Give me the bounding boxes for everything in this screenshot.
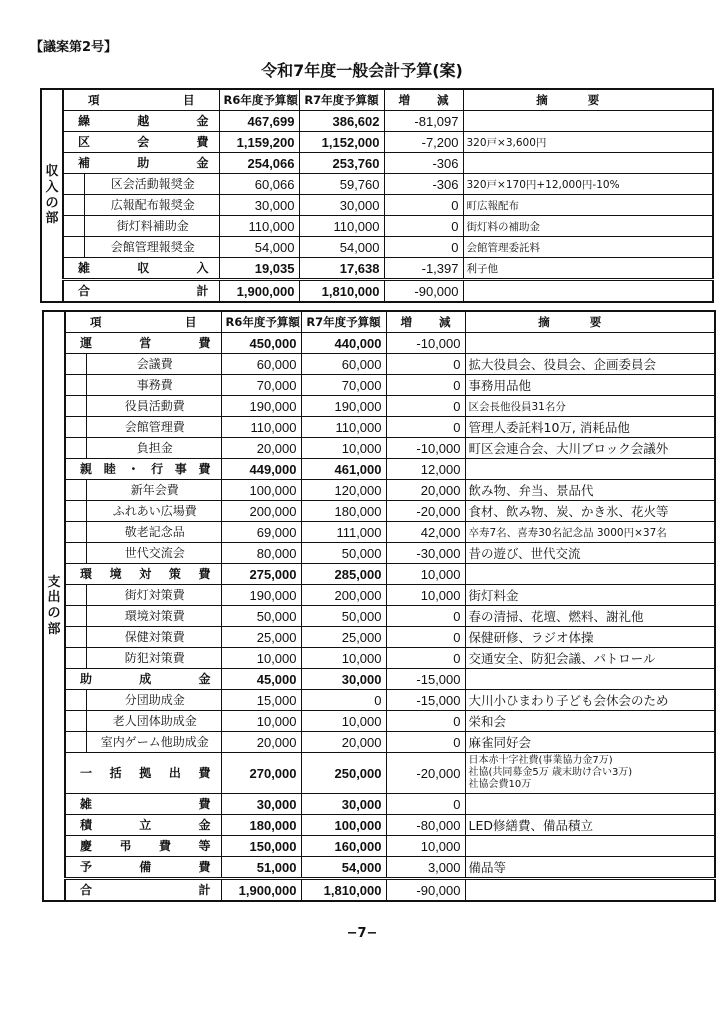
r7-amount: 180,000 [301,501,386,522]
remarks-cell [465,753,715,794]
side-label-char: の [47,606,61,621]
table-row [43,753,715,794]
remarks-cell: 街灯料金 [465,585,715,606]
item-label: 積立金 [80,818,211,832]
r6-amount: 19,035 [219,258,299,280]
item-label: 親睦・行事費 [80,462,211,476]
r6-amount: 15,000 [221,690,301,711]
column-header-diff: 増減 [384,89,463,111]
r7-amount: 1,810,000 [299,280,384,303]
r7-amount: 54,000 [299,237,384,258]
item-cell [65,375,221,396]
table-row [41,132,713,153]
item-label: 慶弔費等 [80,839,211,853]
table-row [43,836,715,857]
header-row [43,311,715,333]
income-budget-table [40,88,714,303]
item-label: 新年会費 [86,480,221,500]
item-label: 環境対策費 [86,606,221,626]
diff-amount: -306 [384,153,463,174]
remarks-cell: 町広報配布 [463,195,713,216]
total-row [43,879,715,902]
item-label: 環境対策費 [80,567,211,581]
r7-amount: 50,000 [301,543,386,564]
r7-amount: 10,000 [301,711,386,732]
r7-amount: 70,000 [301,375,386,396]
table-row [43,459,715,480]
r6-amount: 1,900,000 [221,879,301,902]
r6-amount: 450,000 [221,333,301,354]
r7-amount: 17,638 [299,258,384,280]
side-label-char: 部 [45,211,59,227]
remarks-cell [463,111,713,132]
r6-amount: 10,000 [221,648,301,669]
side-label-char: 部 [47,621,61,637]
diff-amount: -15,000 [386,669,465,690]
table-row [41,237,713,258]
remarks-cell: 320戸×170円+12,000円-10% [463,174,713,195]
r7-amount: 59,760 [299,174,384,195]
r7-amount: 20,000 [301,732,386,753]
diff-amount: 0 [386,711,465,732]
item-label: 会館管理費 [86,417,221,437]
item-label: 会議費 [86,354,221,374]
side-label-char: 支 [47,574,61,590]
r7-amount: 160,000 [301,836,386,857]
diff-amount: -7,200 [384,132,463,153]
r6-amount: 60,066 [219,174,299,195]
table-row [43,333,715,354]
remarks-cell: 町区会連合会、大川ブロック会議外 [465,438,715,459]
remarks-cell: 拡大役員会、役員会、企画委員会 [465,354,715,375]
diff-amount: 0 [384,195,463,216]
item-cell [65,396,221,417]
r7-amount: 386,602 [299,111,384,132]
diff-amount: 0 [386,627,465,648]
item-cell [65,585,221,606]
r7-amount: 461,000 [301,459,386,480]
item-label: 会館管理報奨金 [84,237,219,257]
diff-amount: 3,000 [386,857,465,879]
diff-amount: 10,000 [386,836,465,857]
item-label: 合計 [80,883,211,897]
r6-amount: 80,000 [221,543,301,564]
diff-amount: -81,097 [384,111,463,132]
diff-amount: 0 [386,794,465,815]
remarks-cell [465,879,715,902]
r7-amount: 440,000 [301,333,386,354]
diff-amount: -306 [384,174,463,195]
section-side-label [43,311,65,901]
diff-amount: 0 [384,216,463,237]
r6-amount: 45,000 [221,669,301,690]
r7-amount: 111,000 [301,522,386,543]
column-header-note: 摘要 [465,311,715,333]
remarks-cell: 麻雀同好会 [465,732,715,753]
diff-amount: -30,000 [386,543,465,564]
remarks-cell: 栄和会 [465,711,715,732]
r6-amount: 54,000 [219,237,299,258]
remarks-cell [465,794,715,815]
table-row [43,585,715,606]
r7-amount: 60,000 [301,354,386,375]
item-label: 負担金 [86,438,221,458]
table-row [43,669,715,690]
r6-amount: 70,000 [221,375,301,396]
r7-amount: 100,000 [301,815,386,836]
item-cell [65,438,221,459]
table-row [43,606,715,627]
r6-amount: 150,000 [221,836,301,857]
item-label: 予備費 [80,860,211,874]
header-row [41,89,713,111]
r6-amount: 110,000 [219,216,299,237]
table-row [43,564,715,585]
table-row [43,648,715,669]
item-cell [65,690,221,711]
column-header-item: 項目 [63,89,219,111]
r7-amount: 110,000 [301,417,386,438]
item-label: 街灯対策費 [86,585,221,605]
remarks-line: 日本赤十字社費(事業協力金7万) [468,755,613,766]
r6-amount: 69,000 [221,522,301,543]
table-row [43,417,715,438]
item-cell [65,354,221,375]
item-cell [63,216,219,237]
column-header-r6: R6年度予算額 [221,311,301,333]
diff-amount: 0 [386,417,465,438]
r7-amount: 120,000 [301,480,386,501]
column-header-note: 摘要 [463,89,713,111]
item-label: 雑費 [80,797,211,811]
table-row [41,195,713,216]
diff-amount: 0 [386,375,465,396]
r7-amount: 0 [301,690,386,711]
item-cell [65,333,221,354]
remarks-line: 社協(共同募金5万 歳末助け合い3万) [468,767,633,778]
column-header-diff: 増減 [386,311,465,333]
item-label: 助成金 [80,672,211,686]
column-header-r7: R7年度予算額 [299,89,384,111]
expense-budget-table [42,310,716,902]
remarks-cell: 食材、飲み物、炭、かき氷、花火等 [465,501,715,522]
r6-amount: 51,000 [221,857,301,879]
remarks-cell: 区会長他役員31名分 [465,396,715,417]
remarks-cell: 320戸×3,600円 [463,132,713,153]
item-cell [63,132,219,153]
table-row [43,690,715,711]
item-cell [65,836,221,857]
r7-amount: 110,000 [299,216,384,237]
diff-amount: -90,000 [386,879,465,902]
remarks-cell: LED修繕費、備品積立 [465,815,715,836]
remarks-cell [465,459,715,480]
r6-amount: 10,000 [221,711,301,732]
item-cell [65,459,221,480]
column-header-r6: R6年度予算額 [219,89,299,111]
r6-amount: 1,159,200 [219,132,299,153]
table-row [43,438,715,459]
remarks-cell: 備品等 [465,857,715,879]
remarks-cell [463,153,713,174]
r6-amount: 190,000 [221,585,301,606]
table-row [41,174,713,195]
remarks-cell: 事務用品他 [465,375,715,396]
remarks-cell: 春の清掃、花壇、燃料、謝礼他 [465,606,715,627]
table-row [43,522,715,543]
column-header-item: 項目 [65,311,221,333]
remarks-cell: 利子他 [463,258,713,280]
r6-amount: 467,699 [219,111,299,132]
remarks-cell [465,669,715,690]
table-row [43,711,715,732]
side-label-char: 出 [47,590,61,606]
r7-amount: 253,760 [299,153,384,174]
item-cell [65,543,221,564]
item-label: 室内ゲーム他助成金 [86,732,221,752]
r6-amount: 180,000 [221,815,301,836]
item-label: 繰越金 [78,114,209,128]
r6-amount: 20,000 [221,438,301,459]
diff-amount: 12,000 [386,459,465,480]
item-cell [63,174,219,195]
item-label: 敬老記念品 [86,522,221,542]
r6-amount: 190,000 [221,396,301,417]
r6-amount: 1,900,000 [219,280,299,303]
item-cell [63,195,219,216]
item-cell [63,280,219,303]
r7-amount: 250,000 [301,753,386,794]
side-label-char: の [45,195,59,211]
diff-amount: 10,000 [386,585,465,606]
item-label: 街灯料補助金 [84,216,219,236]
item-cell [65,879,221,902]
diff-amount: 0 [386,396,465,417]
table-row [41,153,713,174]
table-row [43,501,715,522]
table-row [41,111,713,132]
item-label: 区会費 [78,135,209,149]
diff-amount: -80,000 [386,815,465,836]
diff-amount: 10,000 [386,564,465,585]
item-cell [65,522,221,543]
item-label: 分団助成金 [86,690,221,710]
table-row [43,480,715,501]
diff-amount: 0 [386,606,465,627]
item-label: 役員活動費 [86,396,221,416]
diff-amount: -20,000 [386,753,465,794]
table-row [43,543,715,564]
item-label: 一括拠出費 [80,766,211,780]
item-cell [65,753,221,794]
diff-amount: -90,000 [384,280,463,303]
r7-amount: 200,000 [301,585,386,606]
diff-amount: -15,000 [386,690,465,711]
remarks-cell: 保健研修、ラジオ体操 [465,627,715,648]
side-label-char: 入 [45,179,59,195]
item-cell [65,669,221,690]
table-row [43,857,715,879]
diff-amount: 0 [384,237,463,258]
r7-amount: 285,000 [301,564,386,585]
table-row [43,354,715,375]
column-header-r7: R7年度予算額 [301,311,386,333]
table-row [43,815,715,836]
item-cell [65,794,221,815]
r6-amount: 30,000 [219,195,299,216]
table-row [43,732,715,753]
r7-amount: 10,000 [301,648,386,669]
item-label: 合計 [78,284,209,298]
remarks-cell: 飲み物、弁当、景品代 [465,480,715,501]
remarks-cell: 交通安全、防犯会議、パトロール [465,648,715,669]
item-label: 区会活動報奨金 [84,174,219,194]
r7-amount: 30,000 [301,794,386,815]
remarks-cell: 卒寿7名、喜寿30名記念品 3000円×37名 [465,522,715,543]
r6-amount: 100,000 [221,480,301,501]
item-cell [65,606,221,627]
r7-amount: 50,000 [301,606,386,627]
item-label: 老人団体助成金 [86,711,221,731]
r6-amount: 270,000 [221,753,301,794]
r7-amount: 1,810,000 [301,879,386,902]
item-label: 補助金 [78,156,209,170]
r7-amount: 54,000 [301,857,386,879]
item-cell [65,732,221,753]
page-number: −7− [346,926,378,941]
r7-amount: 1,152,000 [299,132,384,153]
item-cell [65,711,221,732]
item-cell [63,237,219,258]
r6-amount: 110,000 [221,417,301,438]
r6-amount: 60,000 [221,354,301,375]
item-cell [65,501,221,522]
r6-amount: 254,066 [219,153,299,174]
diff-amount: -10,000 [386,333,465,354]
item-cell [65,417,221,438]
item-label: 保健対策費 [86,627,221,647]
r7-amount: 30,000 [299,195,384,216]
total-row [41,280,713,303]
table-row [43,794,715,815]
item-label: 雑収入 [78,261,209,275]
remarks-cell: 会館管理委託料 [463,237,713,258]
r6-amount: 449,000 [221,459,301,480]
r7-amount: 190,000 [301,396,386,417]
side-label-char: 収 [45,164,59,180]
item-cell [65,564,221,585]
r6-amount: 200,000 [221,501,301,522]
item-label: 防犯対策費 [86,648,221,668]
diff-amount: 42,000 [386,522,465,543]
item-label: 運営費 [80,336,211,350]
item-cell [65,857,221,879]
r7-amount: 25,000 [301,627,386,648]
item-cell [63,111,219,132]
item-label: 事務費 [86,375,221,395]
table-row [41,258,713,280]
diff-amount: 0 [386,732,465,753]
item-label: 世代交流会 [86,543,221,563]
r6-amount: 20,000 [221,732,301,753]
diff-amount: -10,000 [386,438,465,459]
item-label: ふれあい広場費 [86,501,221,521]
remarks-cell: 大川小ひまわり子ども会休会のため [465,690,715,711]
remarks-cell [465,836,715,857]
item-cell [63,258,219,280]
remarks-cell: 昔の遊び、世代交流 [465,543,715,564]
item-cell [65,480,221,501]
diff-amount: 20,000 [386,480,465,501]
remarks-cell: 街灯料の補助金 [463,216,713,237]
item-cell [65,815,221,836]
diff-amount: -1,397 [384,258,463,280]
agenda-number: 【議案第2号】 [30,40,118,55]
diff-amount: 0 [386,354,465,375]
table-row [43,396,715,417]
remarks-cell: 管理人委託料10万, 消耗品他 [465,417,715,438]
remarks-cell [465,333,715,354]
remarks-cell [463,280,713,303]
r7-amount: 10,000 [301,438,386,459]
r6-amount: 30,000 [221,794,301,815]
remarks-line: 社協会費10万 [468,779,532,790]
r6-amount: 50,000 [221,606,301,627]
item-cell [63,153,219,174]
table-row [43,375,715,396]
table-row [43,627,715,648]
document-title: 令和7年度一般会計予算(案) [261,61,463,80]
item-label: 広報配布報奨金 [84,195,219,215]
r7-amount: 30,000 [301,669,386,690]
r6-amount: 275,000 [221,564,301,585]
diff-amount: -20,000 [386,501,465,522]
remarks-cell [465,564,715,585]
r6-amount: 25,000 [221,627,301,648]
table-row [41,216,713,237]
item-cell [65,627,221,648]
section-side-label [41,89,63,302]
diff-amount: 0 [386,648,465,669]
item-cell [65,648,221,669]
